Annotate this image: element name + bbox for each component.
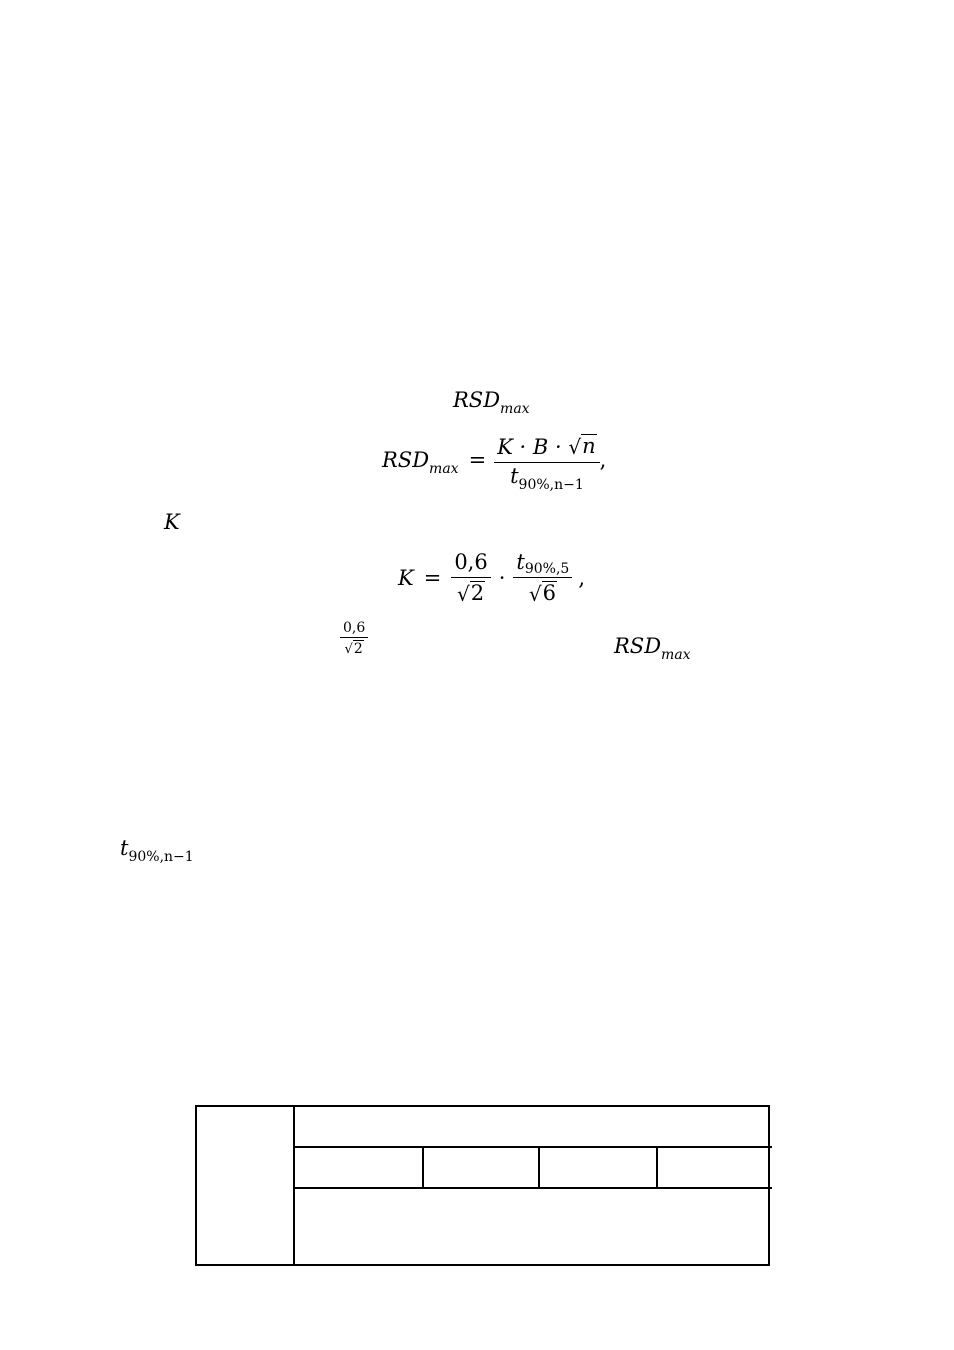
rsd-formula-denominator bbox=[507, 464, 587, 493]
k-frac1-numerator: 0,6 bbox=[454, 550, 488, 574]
radical-sign-icon: √ bbox=[528, 582, 542, 606]
rsd-formula-lhs-base: RSD bbox=[382, 448, 430, 472]
sqrt-n-radicand: n bbox=[582, 434, 596, 458]
rsd-formula-denominator-sub: 90%,n−1 bbox=[518, 477, 584, 493]
k-symbol: K bbox=[164, 510, 180, 534]
k-formula-comma: , bbox=[578, 566, 586, 590]
t-symbol-base: t bbox=[120, 836, 129, 860]
k-formula-lhs: K bbox=[398, 566, 414, 590]
k-frac2-numerator bbox=[513, 550, 572, 577]
rsd-formula-lhs bbox=[382, 448, 459, 477]
table-divider-col-2 bbox=[422, 1146, 424, 1189]
k-formula-equals: = bbox=[423, 566, 442, 590]
table-divider-header bbox=[293, 1146, 772, 1148]
k-frac1-bar bbox=[451, 577, 490, 578]
inline-fraction-radicand: 2 bbox=[353, 641, 363, 657]
inline-fraction-bar bbox=[340, 637, 368, 638]
rsd-max-formula bbox=[382, 434, 607, 493]
table-divider-col-3 bbox=[538, 1146, 540, 1189]
t-symbol-subscript: 90%,n−1 bbox=[128, 849, 194, 865]
rsd-formula-fraction-bar bbox=[494, 462, 599, 463]
k-formula bbox=[398, 552, 585, 605]
rsd-max-inline-subscript: max bbox=[661, 647, 691, 663]
inline-fraction-body bbox=[340, 621, 368, 656]
rsd-formula-numerator-text: K · B · bbox=[497, 435, 569, 459]
k-formula-dot: · bbox=[498, 566, 506, 590]
k-frac2-numerator-base: t bbox=[516, 550, 525, 574]
k-frac2-radicand: 6 bbox=[542, 581, 556, 605]
rsd-formula-numerator bbox=[494, 434, 599, 458]
rsd-max-inline bbox=[614, 634, 691, 663]
table-divider-subheader bbox=[293, 1187, 772, 1189]
rsd-formula-fraction bbox=[494, 434, 599, 493]
data-table bbox=[195, 1105, 770, 1266]
table-divider-col-4 bbox=[656, 1146, 658, 1189]
inline-fraction bbox=[340, 621, 368, 656]
rsd-max-heading-subscript: max bbox=[500, 401, 530, 417]
k-frac2-numerator-sub: 90%,5 bbox=[524, 561, 570, 577]
rsd-formula-equals: = bbox=[468, 448, 487, 472]
rsd-max-heading-base: RSD bbox=[453, 388, 501, 412]
rsd-max-heading bbox=[453, 388, 530, 417]
k-frac1-denominator bbox=[454, 581, 488, 605]
rsd-formula-comma: , bbox=[599, 448, 607, 472]
k-formula-fraction-2 bbox=[513, 552, 572, 605]
inline-fraction-numerator: 0,6 bbox=[343, 620, 366, 636]
k-frac2-bar bbox=[513, 577, 572, 578]
radical-sign-icon: √ bbox=[568, 435, 582, 459]
rsd-formula-denominator-base: t bbox=[510, 464, 519, 488]
rsd-max-inline-base: RSD bbox=[614, 634, 662, 658]
table-divider-first-column bbox=[293, 1107, 295, 1264]
sqrt-n bbox=[568, 434, 596, 457]
radical-sign-icon: √ bbox=[456, 582, 470, 606]
radical-sign-icon: √ bbox=[344, 642, 353, 657]
k-formula-fraction-1 bbox=[451, 552, 490, 605]
inline-fraction-denominator bbox=[342, 640, 367, 656]
t-symbol bbox=[120, 836, 194, 865]
k-frac1-radicand: 2 bbox=[470, 581, 485, 605]
k-frac2-denominator bbox=[526, 581, 560, 605]
rsd-formula-lhs-sub: max bbox=[429, 461, 459, 477]
